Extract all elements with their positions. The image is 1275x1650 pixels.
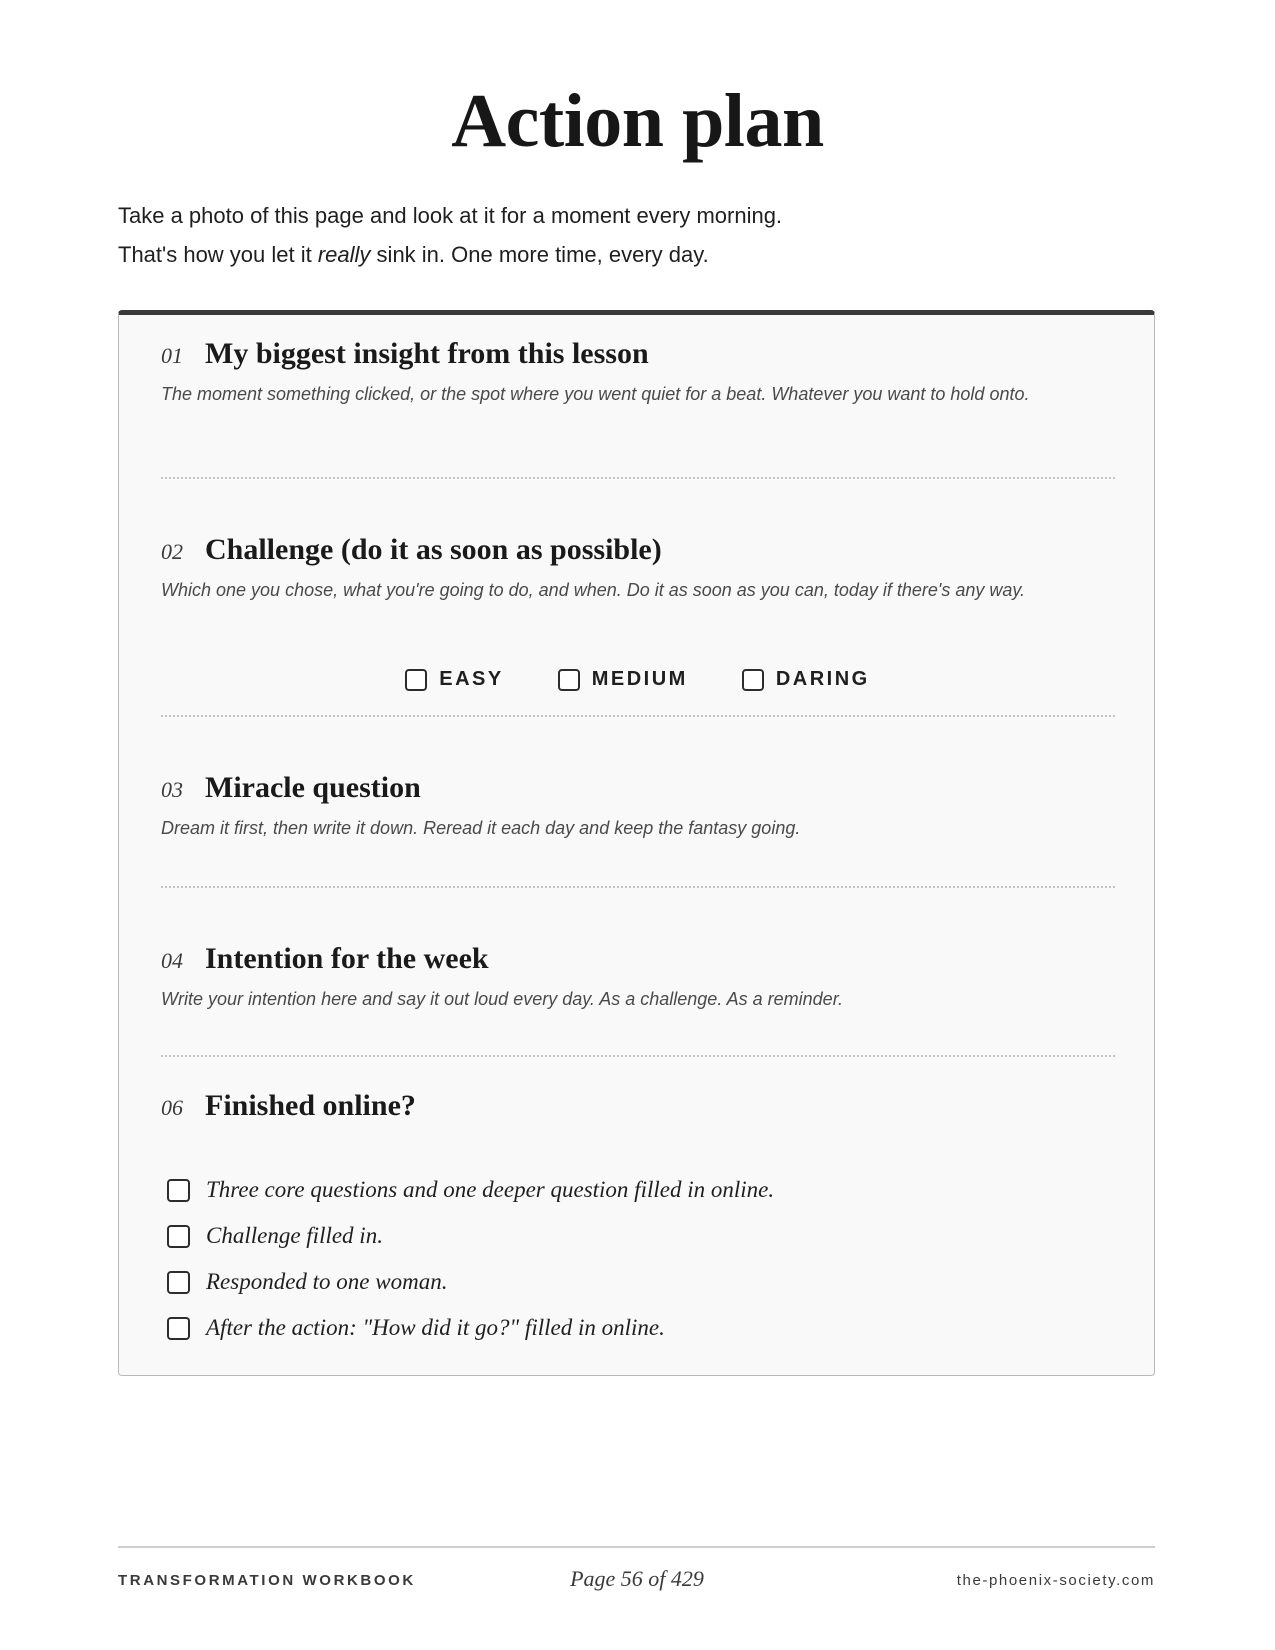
action-plan-card [118,310,1155,1376]
answer-line-intention[interactable] [161,1055,1115,1057]
checkbox-easy[interactable] [405,669,427,691]
answer-line-challenge[interactable] [161,715,1115,717]
section-challenge [161,533,1115,604]
intro-line-2-end: sink in. One more time, every day. [370,242,709,267]
footer-divider [118,1546,1155,1548]
checklist-checkbox[interactable] [167,1225,190,1248]
checklist-item[interactable] [167,1305,1067,1351]
section-description: Dream it first, then write it down. Reread it each day and keep the fantasy going. [161,818,801,838]
section-description: The moment something clicked, or the spot where you went quiet for a beat. Whatever you want to hold onto. [161,384,1030,404]
challenge-level-options [119,668,1156,691]
level-option-easy[interactable] [405,668,503,691]
section-title: Challenge (do it as soon as possible) [205,533,662,566]
answer-line-miracle[interactable] [161,886,1115,888]
intro-line-2-start: That's how you let it [118,242,318,267]
section-number: 03 [161,777,183,802]
checklist-label: Responded to one woman. [206,1269,448,1294]
section-header [161,771,1115,811]
section-miracle-question [161,771,1115,842]
level-option-daring[interactable] [742,668,870,691]
page-title: Action plan [451,79,824,163]
checklist-label: Challenge filled in. [206,1223,383,1248]
section-description: Which one you chose, what you're going to do, and when. Do it as soon as you can, today if there's any way. [161,580,1026,600]
level-label-daring: DARING [775,668,870,690]
section-number: 04 [161,948,183,973]
section-number: 02 [161,539,183,564]
section-title: Intention for the week [205,942,489,975]
intro-text [118,196,1158,274]
section-number: 06 [161,1095,183,1120]
checklist-checkbox[interactable] [167,1179,190,1202]
checkbox-daring[interactable] [742,669,764,691]
section-header [161,1089,1115,1129]
section-title: My biggest insight from this lesson [205,337,649,370]
section-intention [161,942,1115,1013]
section-finished-online [161,1089,1115,1129]
intro-line-2-emphasis: really [317,242,371,267]
checklist-item[interactable] [167,1167,1067,1213]
answer-line-insight[interactable] [161,477,1115,479]
level-option-medium[interactable] [558,668,688,691]
footer-workbook-name: TRANSFORMATION WORKBOOK [118,1572,416,1589]
checklist-item[interactable] [167,1213,1067,1259]
online-checklist [167,1167,1067,1351]
footer-website: the-phoenix-society.com [956,1572,1155,1589]
checklist-item[interactable] [167,1259,1067,1305]
section-header [161,533,1115,573]
checklist-label: Three core questions and one deeper question filled in online. [206,1177,775,1202]
checklist-label: After the action: "How did it go?" filled in online. [206,1315,665,1340]
footer-page-number: Page 56 of 429 [570,1566,704,1591]
checklist-checkbox[interactable] [167,1317,190,1340]
section-description: Write your intention here and say it out loud every day. As a challenge. As a reminder. [161,989,844,1009]
level-label-medium: MEDIUM [591,668,688,690]
intro-line-2 [118,235,1158,274]
checkbox-medium[interactable] [558,669,580,691]
intro-line-1: Take a photo of this page and look at it for a moment every morning. [118,203,783,228]
section-header [161,942,1115,982]
section-title: Finished online? [205,1089,416,1122]
section-insight [161,337,1115,408]
section-number: 01 [161,343,183,368]
level-label-easy: EASY [439,668,504,690]
section-header [161,337,1115,377]
checklist-checkbox[interactable] [167,1271,190,1294]
section-title: Miracle question [205,771,421,804]
